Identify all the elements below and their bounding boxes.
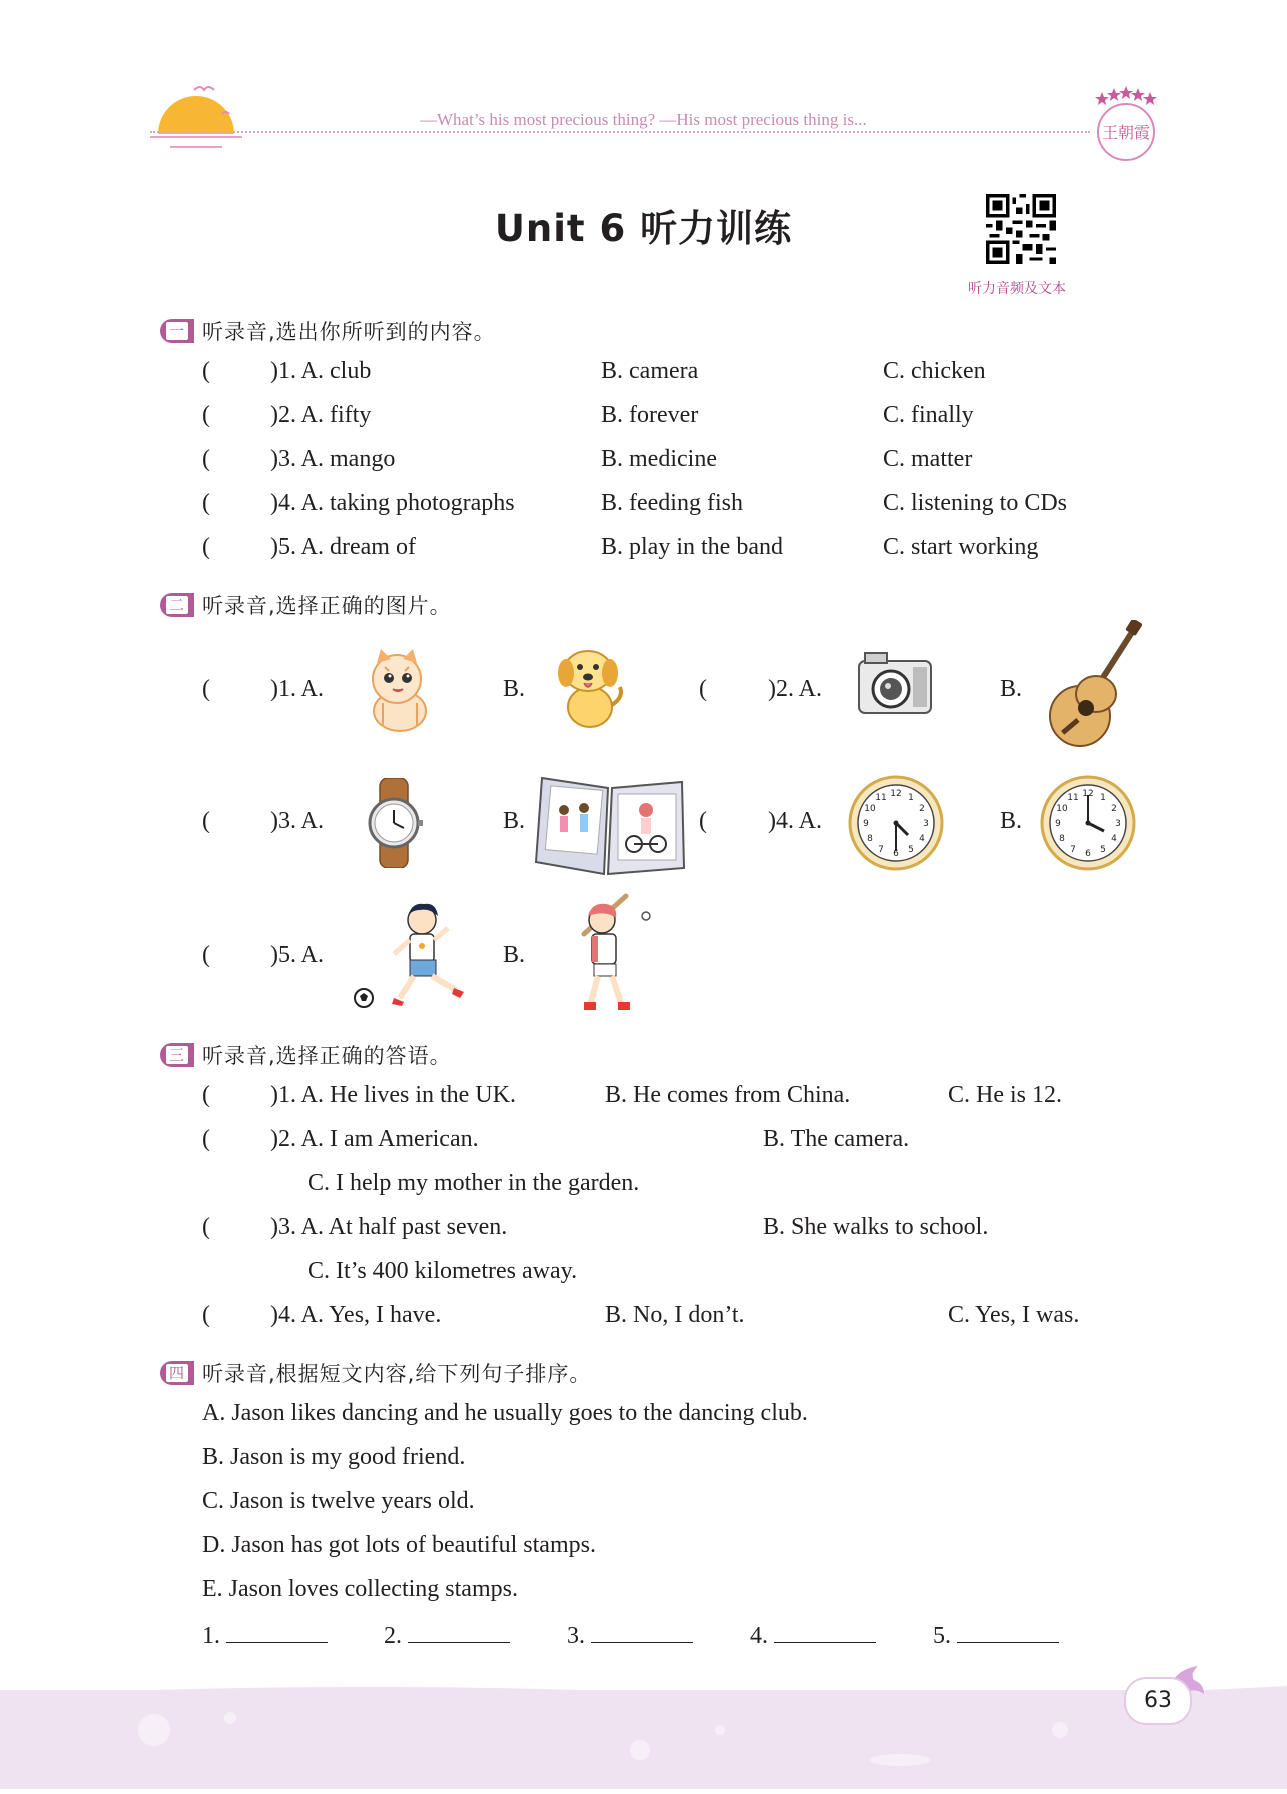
section-badge: 一	[160, 319, 194, 343]
option-c: C. matter	[883, 446, 973, 472]
bird-icon	[192, 82, 232, 120]
section4-heading	[160, 1358, 591, 1388]
option-b: B. camera	[601, 358, 699, 384]
option-c: C. start working	[883, 534, 1039, 560]
dog-icon[interactable]	[548, 643, 628, 731]
svg-text:王朝霞: 王朝霞	[1101, 123, 1151, 142]
section-badge: 三	[160, 1043, 194, 1067]
boy-playing-football-icon[interactable]	[350, 898, 474, 1016]
option-c: C. listening to CDs	[883, 490, 1068, 516]
clock-numeral: 3	[1115, 819, 1121, 829]
answer-paren[interactable]: (	[202, 808, 210, 834]
clock-numeral: 1	[908, 793, 914, 803]
horizon-line	[150, 136, 242, 138]
section-instruction: 听录音,选出你所听到的内容。	[202, 320, 496, 344]
option-b-label: B.	[503, 808, 526, 834]
answer-paren[interactable]: (	[699, 808, 707, 834]
clock-numeral: 11	[1067, 793, 1079, 803]
clock-numeral: 2	[919, 804, 925, 814]
blank-line[interactable]	[408, 1620, 510, 1643]
option-b: B. feeding fish	[601, 490, 743, 516]
order-blank-4[interactable]: 4.	[750, 1620, 876, 1650]
clock-numeral: 10	[864, 804, 876, 814]
blank-line[interactable]	[226, 1620, 328, 1643]
option-b-label: B.	[503, 676, 526, 702]
section1-heading	[160, 316, 496, 346]
option-b: B. The camera.	[763, 1126, 910, 1152]
clock-numeral: 9	[1055, 819, 1061, 829]
section-badge: 四	[160, 1361, 194, 1385]
answer-paren[interactable]: (	[699, 676, 707, 702]
section-instruction: 听录音,选择正确的答语。	[202, 1044, 452, 1068]
option-b: B. He comes from China.	[605, 1082, 851, 1108]
clock-numeral: 5	[1100, 845, 1106, 855]
clock-numeral: 6	[893, 849, 899, 859]
camera-icon[interactable]	[855, 647, 935, 719]
footer-bubbles	[0, 1690, 1287, 1789]
header-divider	[150, 131, 1090, 133]
option-b: B. play in the band	[601, 534, 783, 560]
blank-line[interactable]	[774, 1620, 876, 1643]
order-blank-2[interactable]: 2.	[384, 1620, 510, 1650]
section-instruction: 听录音,根据短文内容,给下列句子排序。	[202, 1362, 592, 1386]
answer-paren[interactable]: (	[202, 490, 210, 516]
order-blank-1[interactable]: 1.	[202, 1620, 328, 1650]
section2-heading	[160, 590, 452, 620]
picture-question-label: )4. A.	[768, 808, 822, 834]
answer-paren[interactable]: (	[202, 358, 210, 384]
section-badge: 二	[160, 593, 194, 617]
clock-numeral: 7	[1070, 845, 1076, 855]
option-c: C. I help my mother in the garden.	[308, 1170, 640, 1196]
clock-numeral: 12	[1082, 789, 1094, 799]
section3-heading	[160, 1040, 452, 1070]
option-a: )1. A. He lives in the UK.	[270, 1082, 516, 1108]
option-a: )4. A. taking photographs	[270, 490, 515, 516]
option-a: )5. A. dream of	[270, 534, 416, 560]
answer-paren[interactable]: (	[202, 1302, 210, 1328]
option-a: )1. A. club	[270, 358, 372, 384]
clock-numeral: 3	[923, 819, 929, 829]
page-title: Unit 6 听力训练	[494, 207, 793, 250]
section-instruction: 听录音,选择正确的图片。	[202, 594, 452, 618]
clock-four-oclock-icon[interactable]	[1040, 775, 1136, 871]
sentence-c: C. Jason is twelve years old.	[202, 1488, 475, 1514]
order-blank-3[interactable]: 3.	[567, 1620, 693, 1650]
watch-icon[interactable]	[362, 778, 428, 868]
clock-numeral: 6	[1085, 849, 1091, 859]
clock-numeral: 11	[875, 793, 887, 803]
qr-caption: 听力音频及文本	[968, 281, 1066, 297]
clock-numeral: 2	[1111, 804, 1117, 814]
sentence-a: A. Jason likes dancing and he usually goes to the dancing club.	[202, 1400, 808, 1426]
answer-paren[interactable]: (	[202, 402, 210, 428]
footer-band	[0, 1690, 1287, 1789]
picture-question-label: )3. A.	[270, 808, 324, 834]
option-b-label: B.	[503, 942, 526, 968]
sentence-e: E. Jason loves collecting stamps.	[202, 1576, 518, 1602]
answer-paren[interactable]: (	[202, 676, 210, 702]
clock-numeral: 5	[908, 845, 914, 855]
option-b: B. She walks to school.	[763, 1214, 989, 1240]
option-a: )3. A. mango	[270, 446, 396, 472]
picture-question-label: )5. A.	[270, 942, 324, 968]
option-c: C. Yes, I was.	[948, 1302, 1080, 1328]
clock-numeral: 4	[1111, 834, 1117, 844]
option-c: C. It’s 400 kilometres away.	[308, 1258, 578, 1284]
answer-paren[interactable]: (	[202, 942, 210, 968]
picture-question-label: )1. A.	[270, 676, 324, 702]
answer-paren[interactable]: (	[202, 534, 210, 560]
option-b-label: B.	[1000, 676, 1023, 702]
page-number: 63	[1124, 1677, 1192, 1725]
clock-numeral: 7	[878, 845, 884, 855]
header-running-text: —What’s his most precious thing? —His most precious thing is...	[420, 110, 867, 129]
option-b: B. medicine	[601, 446, 717, 472]
option-b-label: B.	[1000, 808, 1023, 834]
blank-line[interactable]	[957, 1620, 1059, 1643]
option-c: C. chicken	[883, 358, 986, 384]
girl-playing-baseball-icon[interactable]	[556, 890, 658, 1018]
clock-numeral: 12	[890, 789, 902, 799]
clock-numeral: 10	[1056, 804, 1068, 814]
answer-paren[interactable]: (	[202, 1214, 210, 1240]
option-b: B. forever	[601, 402, 699, 428]
option-a: )2. A. I am American.	[270, 1126, 479, 1152]
option-a: )4. A. Yes, I have.	[270, 1302, 442, 1328]
answer-paren[interactable]: (	[202, 1126, 210, 1152]
sentence-b: B. Jason is my good friend.	[202, 1444, 466, 1470]
clock-numeral: 9	[863, 819, 869, 829]
guitar-icon[interactable]	[1040, 620, 1142, 752]
picture-question-label: )2. A.	[768, 676, 822, 702]
answer-paren[interactable]: (	[202, 1082, 210, 1108]
clock-half-past-four-icon[interactable]	[848, 775, 944, 871]
cat-icon[interactable]	[355, 645, 445, 733]
publisher-logo-icon	[1090, 86, 1162, 166]
clock-numeral: 8	[867, 834, 873, 844]
option-b: B. No, I don’t.	[605, 1302, 745, 1328]
clock-numeral: 4	[919, 834, 925, 844]
photo-album-icon[interactable]	[534, 776, 686, 876]
order-blank-5[interactable]: 5.	[933, 1620, 1059, 1650]
horizon-line	[170, 146, 222, 148]
option-c: C. He is 12.	[948, 1082, 1062, 1108]
option-c: C. finally	[883, 402, 974, 428]
answer-paren[interactable]: (	[202, 446, 210, 472]
option-a: )3. A. At half past seven.	[270, 1214, 508, 1240]
qr-code-icon[interactable]	[986, 194, 1056, 264]
sentence-d: D. Jason has got lots of beautiful stamps.	[202, 1532, 596, 1558]
option-a: )2. A. fifty	[270, 402, 372, 428]
blank-line[interactable]	[591, 1620, 693, 1643]
clock-numeral: 8	[1059, 834, 1065, 844]
clock-numeral: 1	[1100, 793, 1106, 803]
